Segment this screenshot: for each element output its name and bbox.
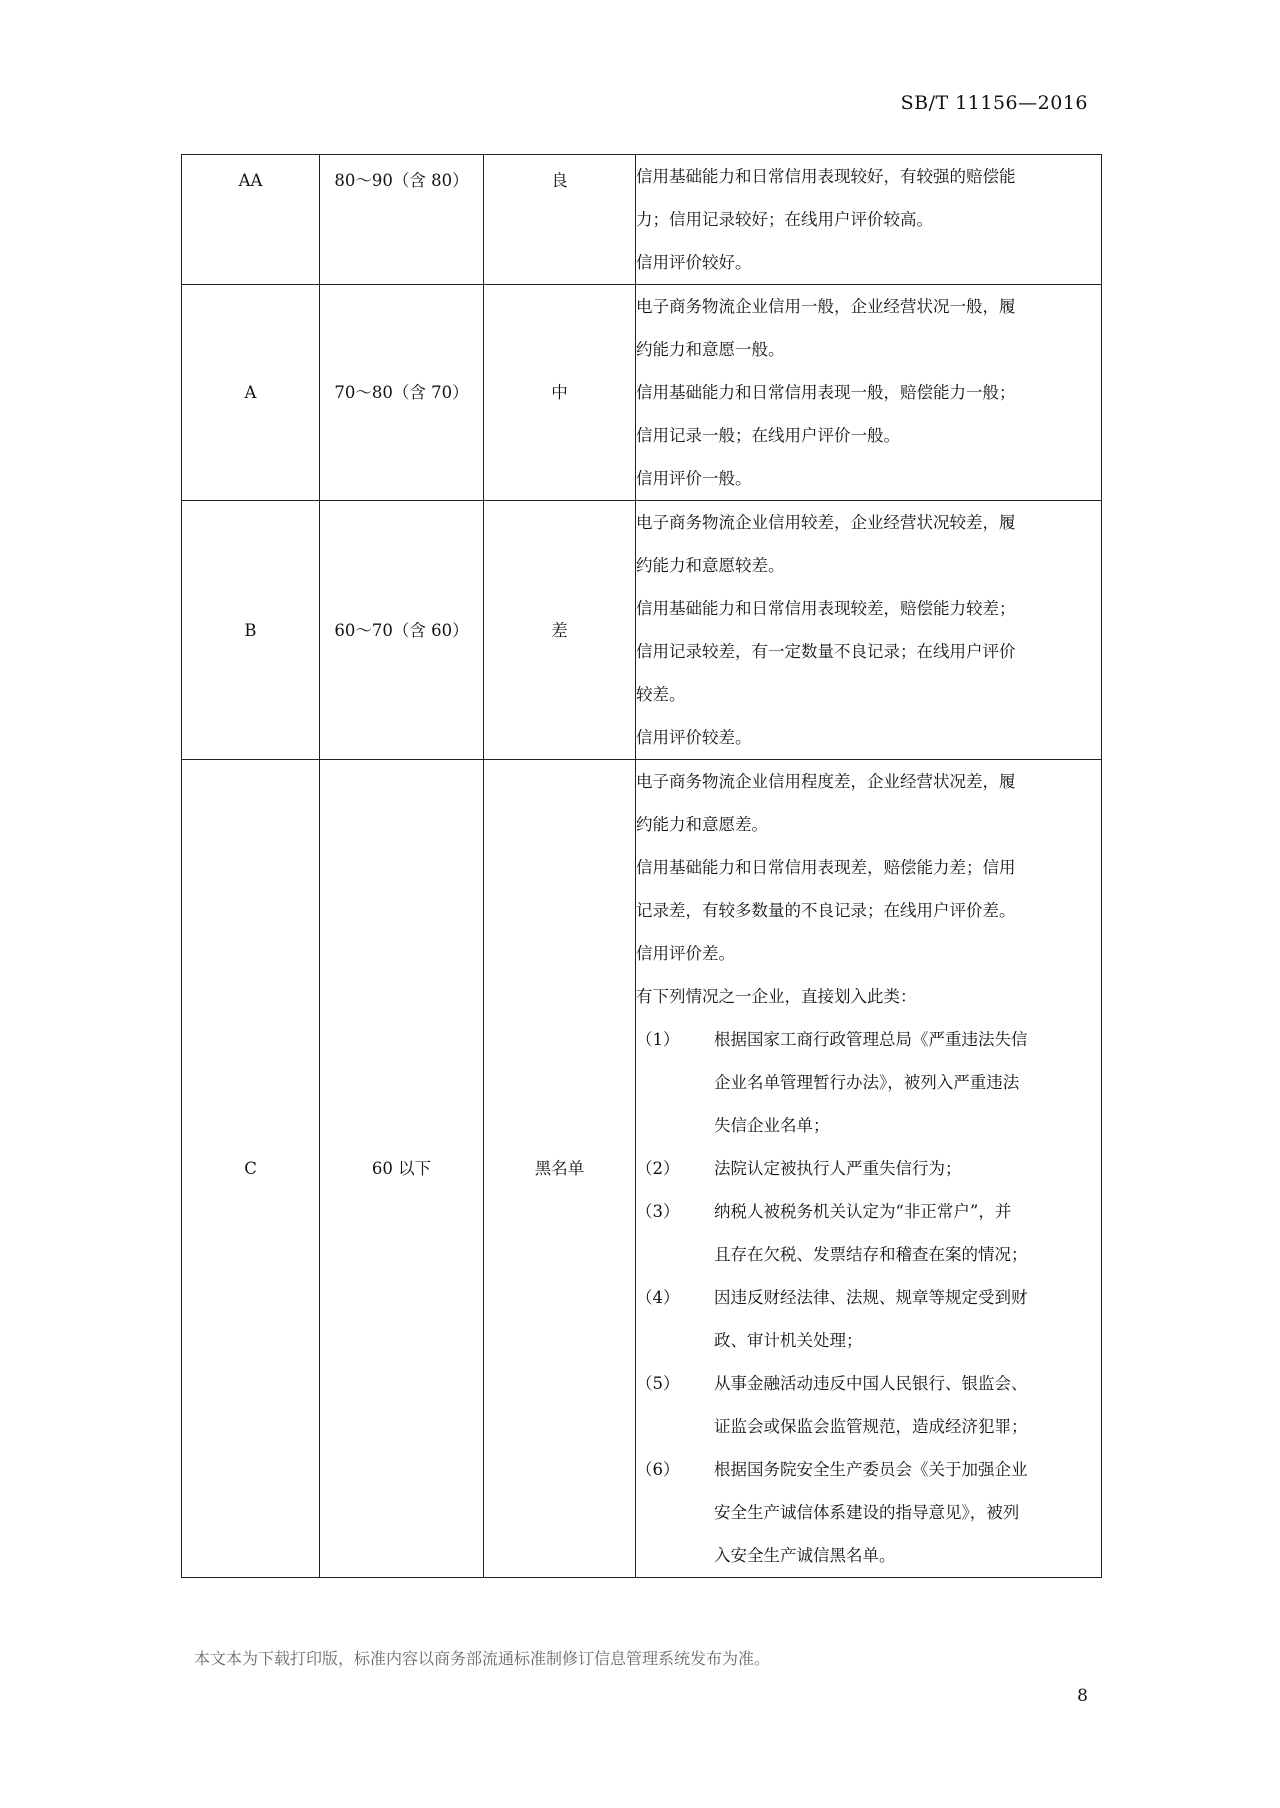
description-line: 信用基础能力和日常信用表现一般，赔偿能力一般；	[636, 383, 1016, 402]
description-line: 电子商务物流企业信用程度差，企业经营状况差，履	[636, 772, 1016, 791]
list-item-line: 政、审计机关处理；	[714, 1331, 863, 1350]
list-item-text	[714, 1147, 1101, 1190]
footer-note: 本文本为下载打印版，标准内容以商务部流通标准制修订信息管理系统发布为准。	[194, 1649, 771, 1668]
list-item-number: （3）	[636, 1202, 680, 1221]
list-item-number: （2）	[636, 1159, 680, 1178]
score-range-cell: 60～70（含 60）	[320, 501, 484, 760]
list-item-line: 安全生产诚信体系建设的指导意见》，被列	[714, 1503, 1020, 1522]
description-cell	[636, 501, 1102, 760]
grade-cell: C	[182, 760, 320, 1578]
list-item-line: 根据国务院安全生产委员会《关于加强企业	[714, 1460, 1028, 1479]
credit-grade-table-body	[182, 155, 1102, 1578]
description-line: 记录差，有较多数量的不良记录；在线用户评价差。	[636, 901, 1016, 920]
description-line: 约能力和意愿较差。	[636, 556, 785, 575]
credit-grade-table	[181, 154, 1102, 1578]
credit-level-cell: 差	[484, 501, 636, 760]
table-row	[182, 760, 1102, 1578]
list-item-text	[714, 1276, 1101, 1362]
description-line: 约能力和意愿差。	[636, 815, 768, 834]
list-item	[636, 1362, 1101, 1448]
list-item-number: （1）	[636, 1030, 680, 1049]
description-line: 信用评价较差。	[636, 728, 752, 747]
description-cell	[636, 155, 1102, 285]
description-line: 信用基础能力和日常信用表现差，赔偿能力差；信用	[636, 858, 1016, 877]
list-item-text	[714, 1448, 1101, 1577]
list-item-text	[714, 1362, 1101, 1448]
grade-cell: B	[182, 501, 320, 760]
list-item-line: 从事金融活动违反中国人民银行、银监会、	[714, 1374, 1028, 1393]
list-item-line: 失信企业名单；	[714, 1116, 830, 1135]
description-line: 信用评价较好。	[636, 253, 752, 272]
grade-cell: A	[182, 285, 320, 501]
list-item	[636, 1147, 1101, 1190]
description-line: 电子商务物流企业信用一般，企业经营状况一般，履	[636, 297, 1016, 316]
description-line: 信用评价一般。	[636, 469, 752, 488]
table-row	[182, 285, 1102, 501]
score-range-cell: 70～80（含 70）	[320, 285, 484, 501]
description-line: 有下列情况之一企业，直接划入此类：	[636, 987, 917, 1006]
document-code: SB/T 11156—2016	[900, 92, 1088, 114]
list-item-number: （5）	[636, 1374, 680, 1393]
table-row	[182, 501, 1102, 760]
description-line: 信用基础能力和日常信用表现较差，赔偿能力较差；	[636, 599, 1016, 618]
list-item-number: （4）	[636, 1288, 680, 1307]
description-line: 信用评价差。	[636, 944, 735, 963]
list-item-line: 根据国家工商行政管理总局《严重违法失信	[714, 1030, 1028, 1049]
credit-level-cell: 良	[484, 155, 636, 285]
list-item-line: 且存在欠税、发票结存和稽查在案的情况；	[714, 1245, 1028, 1264]
list-item-text	[714, 1190, 1101, 1276]
list-item	[636, 1190, 1101, 1276]
list-item-line: 法院认定被执行人严重失信行为；	[714, 1159, 962, 1178]
description-cell	[636, 285, 1102, 501]
description-line: 信用记录较差，有一定数量不良记录；在线用户评价	[636, 642, 1016, 661]
description-line: 电子商务物流企业信用较差，企业经营状况较差，履	[636, 513, 1016, 532]
credit-level-cell: 中	[484, 285, 636, 501]
list-item-line: 企业名单管理暂行办法》，被列入严重违法	[714, 1073, 1020, 1092]
description-line: 约能力和意愿一般。	[636, 340, 785, 359]
grade-cell: AA	[182, 155, 320, 285]
description-line: 信用基础能力和日常信用表现较好，有较强的赔偿能	[636, 167, 1016, 186]
credit-level-cell: 黑名单	[484, 760, 636, 1578]
list-item	[636, 1276, 1101, 1362]
score-range-cell: 60 以下	[320, 760, 484, 1578]
description-line: 力；信用记录较好；在线用户评价较高。	[636, 210, 933, 229]
description-line: 较差。	[636, 685, 686, 704]
list-item-line: 纳税人被税务机关认定为“非正常户”，并	[714, 1202, 1012, 1221]
description-line: 信用记录一般；在线用户评价一般。	[636, 426, 900, 445]
list-item-line: 因违反财经法律、法规、规章等规定受到财	[714, 1288, 1028, 1307]
list-item-text	[714, 1018, 1101, 1147]
list-item	[636, 1448, 1101, 1577]
table-row	[182, 155, 1102, 285]
score-range-cell: 80～90（含 80）	[320, 155, 484, 285]
list-item-number: （6）	[636, 1460, 680, 1479]
list-item-line: 入安全生产诚信黑名单。	[714, 1546, 896, 1565]
page-number: 8	[1077, 1686, 1088, 1706]
list-item	[636, 1018, 1101, 1147]
description-cell	[636, 760, 1102, 1578]
list-item-line: 证监会或保监会监管规范，造成经济犯罪；	[714, 1417, 1028, 1436]
